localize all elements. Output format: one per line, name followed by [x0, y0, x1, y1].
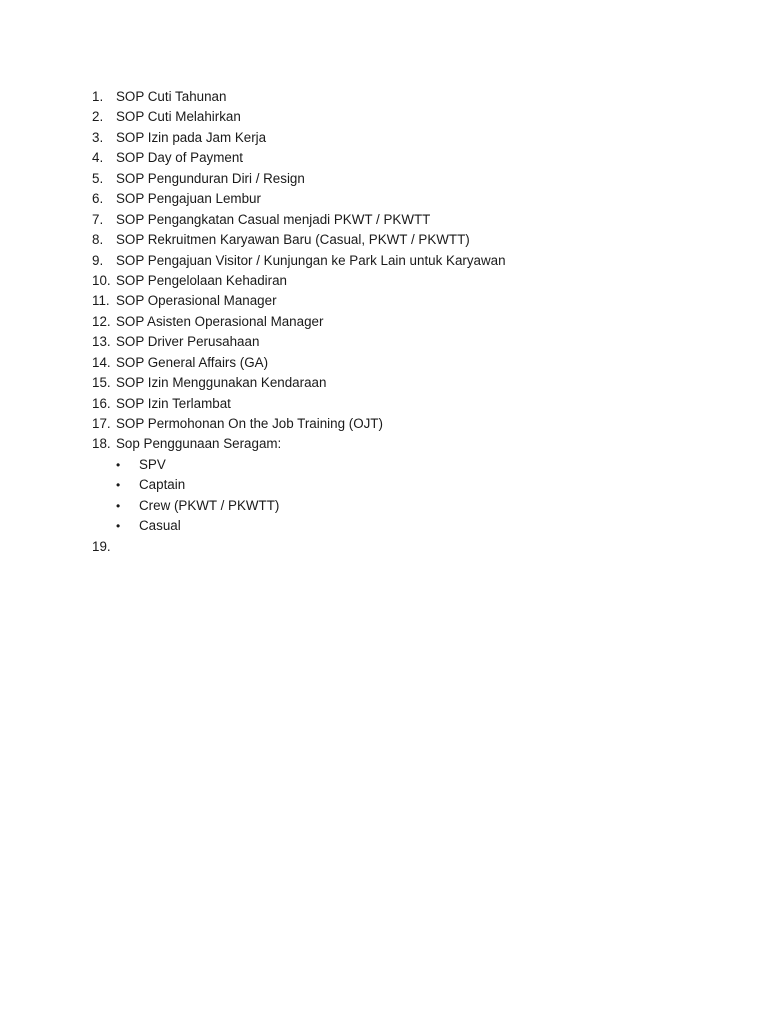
list-number: 7. [92, 211, 104, 227]
list-item [92, 148, 506, 168]
bullet-text: Crew (PKWT / PKWTT) [139, 497, 280, 513]
list-item [92, 107, 506, 127]
list-item [92, 271, 506, 291]
list-item [92, 251, 506, 271]
list-text: SOP Izin Menggunakan Kendaraan [116, 375, 327, 391]
bullet-item [92, 496, 506, 516]
list-text: SOP Izin Terlambat [116, 395, 231, 411]
list-text: SOP Driver Perusahaan [116, 334, 260, 350]
list-item [92, 434, 506, 454]
bullet-text: Captain [139, 477, 186, 493]
list-text: SOP Pengunduran Diri / Resign [116, 170, 305, 186]
list-text: SOP Day of Payment [116, 150, 244, 166]
list-item [92, 291, 506, 311]
list-number: 8. [92, 232, 104, 248]
list-number: 17. [92, 416, 111, 431]
list-text: SOP Asisten Operasional Manager [116, 313, 324, 329]
list-text: SOP Pengajuan Visitor / Kunjungan ke Park Lain untuk Karyawan [116, 252, 506, 268]
list-item [92, 373, 506, 393]
list-text: SOP Izin pada Jam Kerja [116, 129, 267, 145]
list-item [92, 230, 506, 250]
list-number: 11. [92, 293, 110, 309]
list-number: 16. [92, 395, 111, 411]
list-text: SOP Pengelolaan Kehadiran [116, 272, 287, 288]
list-item [92, 353, 506, 373]
list-text: SOP Cuti Melahirkan [116, 109, 241, 125]
list-item [92, 189, 506, 209]
list-item [92, 128, 506, 148]
bullet-item [92, 475, 506, 495]
list-text: SOP Operasional Manager [116, 293, 277, 309]
bullet-text: Casual [139, 518, 181, 534]
list-number: 4. [92, 150, 104, 166]
list-item [92, 87, 506, 107]
list-number: 19. [92, 538, 111, 554]
list-text: SOP Permohonan On the Job Training (OJT) [116, 416, 383, 431]
bullet-icon: • [116, 457, 121, 472]
bullet-icon: • [116, 519, 121, 534]
list-number: 6. [92, 191, 104, 207]
bullet-text: SPV [139, 456, 166, 472]
list-number: 18. [92, 436, 111, 452]
list-text: SOP General Affairs (GA) [116, 354, 269, 370]
list-item [92, 414, 506, 434]
bullet-icon: • [116, 478, 121, 493]
list-number: 3. [92, 129, 104, 145]
list-text: SOP Rekruitmen Karyawan Baru (Casual, PKWT / PKWTT) [116, 232, 470, 248]
bullet-icon: • [116, 498, 121, 513]
bullet-item [92, 516, 506, 536]
sop-list [92, 87, 506, 557]
list-number: 5. [92, 170, 104, 186]
list-number: 15. [92, 375, 111, 391]
bullet-item [92, 455, 506, 475]
list-item [92, 332, 506, 352]
list-number: 1. [92, 89, 104, 104]
list-item [92, 312, 506, 332]
list-item [92, 169, 506, 189]
list-number: 9. [92, 252, 104, 268]
list-item [92, 537, 506, 557]
list-text: SOP Pengajuan Lembur [116, 191, 261, 207]
list-number: 13. [92, 334, 111, 350]
list-number: 12. [92, 313, 111, 329]
list-text: Sop Penggunaan Seragam: [116, 436, 282, 452]
list-number: 14. [92, 354, 111, 370]
list-item [92, 394, 506, 414]
list-text: SOP Cuti Tahunan [116, 89, 227, 104]
list-number: 10. [92, 272, 111, 288]
list-text: SOP Pengangkatan Casual menjadi PKWT / PKWTT [116, 211, 431, 227]
list-item [92, 210, 506, 230]
list-number: 2. [92, 109, 104, 125]
